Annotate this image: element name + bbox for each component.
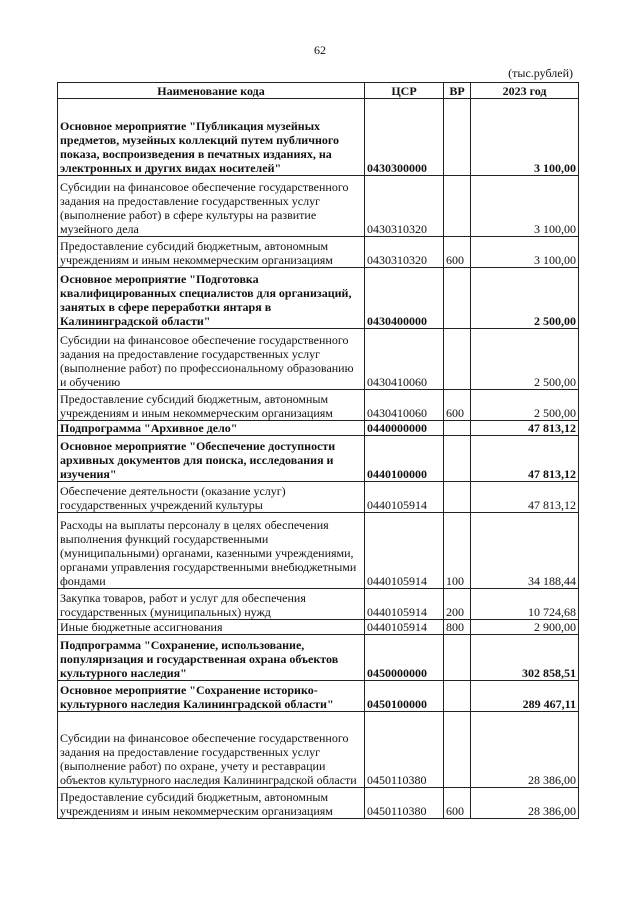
row-name: Закупка товаров, работ и услуг для обеспечения государственных (муниципальных) нужд <box>58 589 365 620</box>
budget-table <box>57 82 579 819</box>
row-csr: 0450100000 <box>365 681 444 712</box>
page-number: 62 <box>314 43 326 57</box>
row-csr: 0430310320 <box>365 176 444 237</box>
row-vr: 100 <box>444 513 471 589</box>
row-amount: 34 188,44 <box>471 513 579 589</box>
row-amount: 2 500,00 <box>471 268 579 329</box>
row-vr <box>444 681 471 712</box>
row-vr <box>444 482 471 513</box>
table-row <box>58 513 579 589</box>
row-vr: 600 <box>444 237 471 268</box>
row-amount: 289 467,11 <box>471 681 579 712</box>
row-csr: 0430410060 <box>365 329 444 390</box>
row-amount: 3 100,00 <box>471 176 579 237</box>
units-label: (тыс.рублей) <box>508 66 573 80</box>
row-name: Иные бюджетные ассигнования <box>58 620 365 635</box>
row-vr: 200 <box>444 589 471 620</box>
row-amount: 3 100,00 <box>471 237 579 268</box>
table-row <box>58 436 579 482</box>
row-csr: 0430300000 <box>365 99 444 176</box>
row-csr: 0440100000 <box>365 436 444 482</box>
row-name: Основное мероприятие "Публикация музейных предметов, музейных коллекций путем публичного показа, воспроизведения в печатных изданиях, на электронных и других видах носителей" <box>58 99 365 176</box>
row-csr: 0440105914 <box>365 620 444 635</box>
row-name: Основное мероприятие "Сохранение историко-культурного наследия Калининградской области" <box>58 681 365 712</box>
row-vr: 800 <box>444 620 471 635</box>
header-csr: ЦСР <box>365 83 444 99</box>
row-vr <box>444 712 471 788</box>
row-csr: 0430410060 <box>365 390 444 421</box>
table-row <box>58 788 579 819</box>
table-row <box>58 99 579 176</box>
row-vr <box>444 436 471 482</box>
header-row <box>58 83 579 99</box>
row-csr: 0440105914 <box>365 513 444 589</box>
row-vr <box>444 329 471 390</box>
row-amount: 2 900,00 <box>471 620 579 635</box>
row-amount: 302 858,51 <box>471 635 579 681</box>
header-vr: ВР <box>444 83 471 99</box>
row-name: Субсидии на финансовое обеспечение государственного задания на предоставление государственных услуг (выполнение работ) по профессиональному образованию и обучению <box>58 329 365 390</box>
table-row <box>58 176 579 237</box>
table-row <box>58 712 579 788</box>
row-name: Подпрограмма "Сохранение, использование, популяризация и государственная охрана объектов культурного наследия" <box>58 635 365 681</box>
table-row <box>58 589 579 620</box>
row-name: Субсидии на финансовое обеспечение государственного задания на предоставление государственных услуг (выполнение работ) в сфере культуры на развитие музейного дела <box>58 176 365 237</box>
row-csr: 0450000000 <box>365 635 444 681</box>
row-amount: 2 500,00 <box>471 329 579 390</box>
row-amount: 47 813,12 <box>471 436 579 482</box>
row-name: Расходы на выплаты персоналу в целях обеспечения выполнения функций государственными (муниципальными) органами, казенными учреждениями, органами управления государственными внебюджетными фондами <box>58 513 365 589</box>
row-csr: 0440105914 <box>365 589 444 620</box>
row-amount: 28 386,00 <box>471 788 579 819</box>
row-name: Подпрограмма "Архивное дело" <box>58 421 365 436</box>
row-name: Основное мероприятие "Подготовка квалифицированных специалистов для организаций, занятых в сфере переработки янтаря в Калининградской области" <box>58 268 365 329</box>
row-name: Обеспечение деятельности (оказание услуг) государственных учреждений культуры <box>58 482 365 513</box>
row-csr: 0440000000 <box>365 421 444 436</box>
row-name: Предоставление субсидий бюджетным, автономным учреждениям и иным некоммерческим организациям <box>58 390 365 421</box>
row-csr: 0450110380 <box>365 712 444 788</box>
row-vr <box>444 421 471 436</box>
table-row <box>58 620 579 635</box>
table-row <box>58 635 579 681</box>
table-row <box>58 237 579 268</box>
row-amount: 3 100,00 <box>471 99 579 176</box>
row-csr: 0450110380 <box>365 788 444 819</box>
header-amount: 2023 год <box>471 83 579 99</box>
row-name: Предоставление субсидий бюджетным, автономным учреждениям и иным некоммерческим организациям <box>58 788 365 819</box>
row-vr <box>444 99 471 176</box>
table-row <box>58 421 579 436</box>
row-amount: 2 500,00 <box>471 390 579 421</box>
table-body <box>58 99 579 819</box>
row-vr <box>444 268 471 329</box>
row-csr: 0430400000 <box>365 268 444 329</box>
header-name: Наименование кода <box>58 83 365 99</box>
row-vr <box>444 176 471 237</box>
row-name: Предоставление субсидий бюджетным, автономным учреждениям и иным некоммерческим организациям <box>58 237 365 268</box>
table-row <box>58 268 579 329</box>
table-row <box>58 329 579 390</box>
row-amount: 10 724,68 <box>471 589 579 620</box>
row-name: Основное мероприятие "Обеспечение доступности архивных документов для поиска, исследования и изучения" <box>58 436 365 482</box>
row-amount: 47 813,12 <box>471 482 579 513</box>
row-vr: 600 <box>444 390 471 421</box>
table-row <box>58 482 579 513</box>
row-csr: 0430310320 <box>365 237 444 268</box>
table-row <box>58 681 579 712</box>
row-amount: 28 386,00 <box>471 712 579 788</box>
row-name: Субсидии на финансовое обеспечение государственного задания на предоставление государственных услуг (выполнение работ) по охране, учету и реставрации объектов культурного наследия Калининградской области <box>58 712 365 788</box>
row-csr: 0440105914 <box>365 482 444 513</box>
row-amount: 47 813,12 <box>471 421 579 436</box>
table-row <box>58 390 579 421</box>
row-vr <box>444 635 471 681</box>
row-vr: 600 <box>444 788 471 819</box>
